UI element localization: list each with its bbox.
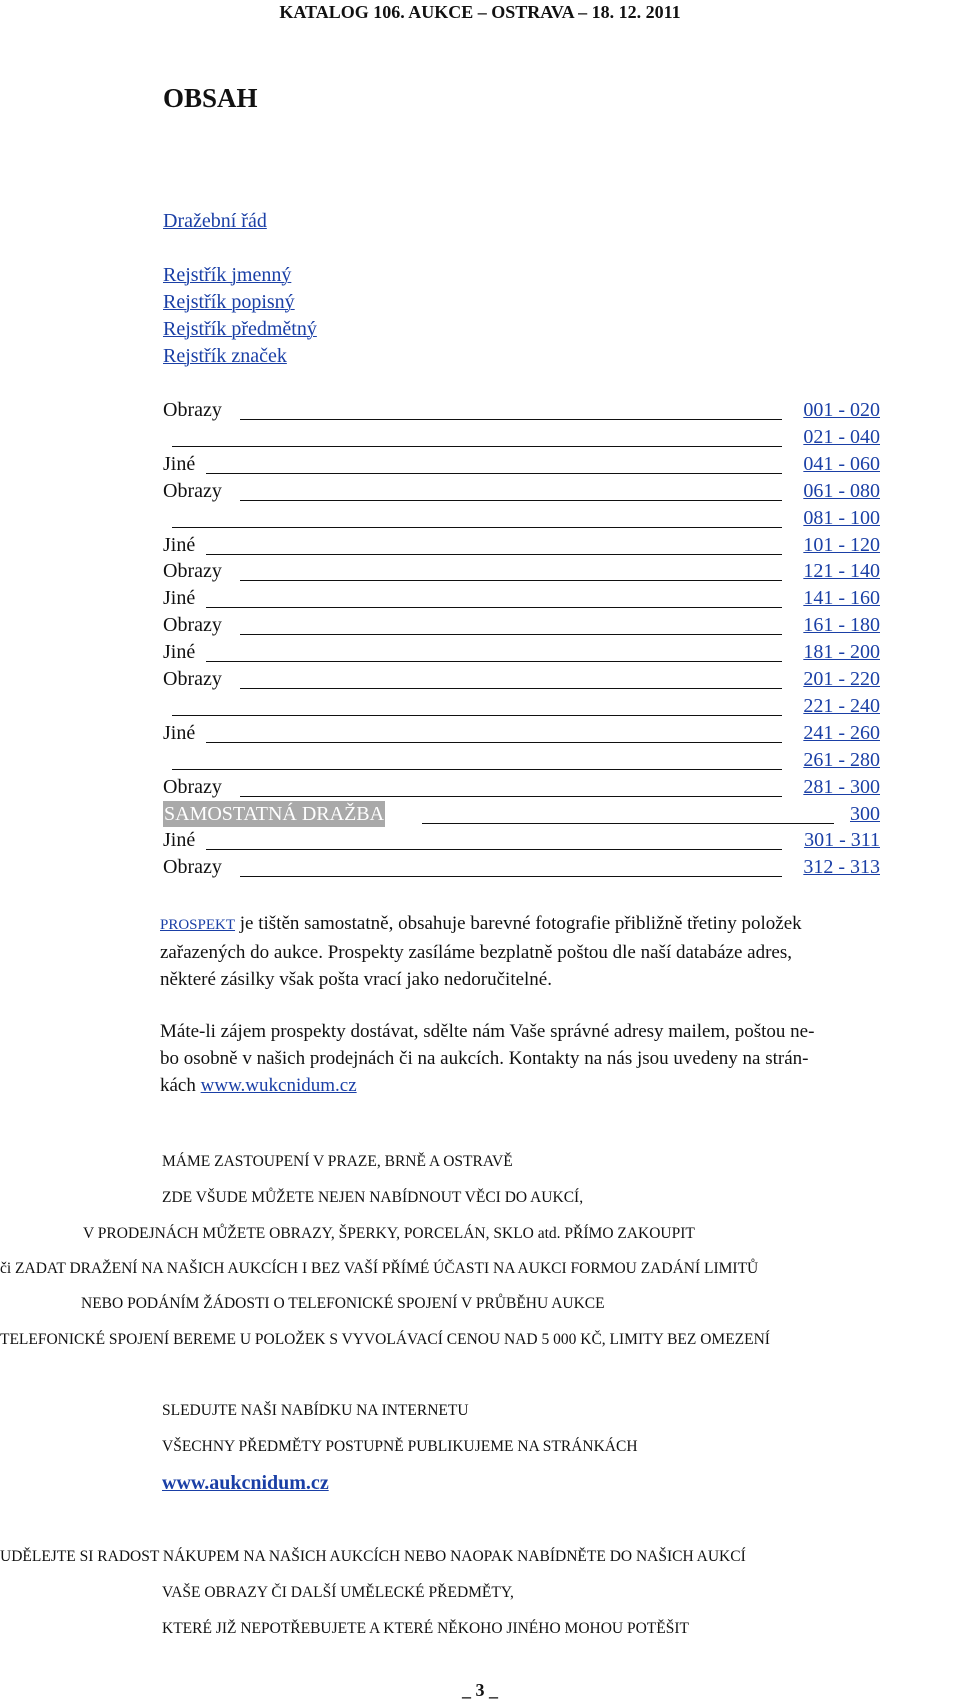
closing-line-2: VAŠE OBRAZY ČI DALŠÍ UMĚLECKÉ PŘEDMĚTY, xyxy=(162,1584,514,1601)
toc-row-range-link[interactable]: 121 - 140 xyxy=(803,560,880,583)
internet-website-link[interactable]: www.aukcnidum.cz xyxy=(162,1472,329,1494)
toc-row-label: Obrazy xyxy=(163,399,222,421)
toc-leader-line xyxy=(172,446,782,447)
toc-leader-line xyxy=(172,527,782,528)
toc-row-range-link[interactable]: 301 - 311 xyxy=(804,829,880,852)
toc-row-label: Jiné xyxy=(163,641,196,664)
toc-leader-line xyxy=(240,876,782,877)
toc-leader-line xyxy=(240,500,782,501)
toc-row-label: Obrazy xyxy=(163,668,222,690)
contact-text-line-2: bo osobně v našich prodejnách či na aukcích. Kontakty na nás jsou uvedeny na strán- xyxy=(160,1048,809,1069)
toc-link-index-names[interactable]: Rejstřík jmenný xyxy=(163,264,292,286)
toc-row-label: Obrazy xyxy=(163,775,222,798)
toc-row-range-link[interactable]: 001 - 020 xyxy=(803,399,880,421)
toc-row-label: Jiné xyxy=(163,829,196,852)
toc-leader-line xyxy=(172,715,782,716)
toc-row-label: Jiné xyxy=(163,452,196,475)
notice-line-3: V PRODEJNÁCH MŮŽETE OBRAZY, ŠPERKY, PORCELÁN, SKLO atd. PŘÍMO ZAKOUPIT xyxy=(83,1225,695,1242)
toc-leader-line xyxy=(206,554,782,555)
toc-row-label: Obrazy xyxy=(163,560,222,583)
toc-row-range-link[interactable]: 081 - 100 xyxy=(803,506,880,529)
toc-row-range-link[interactable]: 161 - 180 xyxy=(803,614,880,637)
closing-line-1: UDĚLEJTE SI RADOST NÁKUPEM NA NAŠICH AUKCÍCH NEBO NAOPAK NABÍDNĚTE DO NAŠICH AUKCÍ xyxy=(0,1548,746,1565)
toc-link-index-marks[interactable]: Rejstřík značek xyxy=(163,345,287,367)
prospekt-text-line-2: zařazených do aukce. Prospekty zasíláme bezplatně poštou dle naší databáze adres, xyxy=(160,942,793,963)
catalog-header: KATALOG 106. AUKCE – OSTRAVA – 18. 12. 2011 xyxy=(279,2,681,22)
toc-leader-line xyxy=(240,634,782,635)
toc-row-label: Jiné xyxy=(163,721,196,744)
toc-leader-line xyxy=(240,419,782,420)
notice-line-4: či ZADAT DRAŽENÍ NA NAŠICH AUKCÍCH I BEZ VAŠÍ PŘÍMÉ ÚČASTI NA AUKCI FORMOU ZADÁNÍ LIMITŮ xyxy=(0,1260,759,1277)
toc-row-range-link[interactable]: 300 xyxy=(850,802,880,825)
notice-line-6: TELEFONICKÉ SPOJENÍ BEREME U POLOŽEK S VYVOLÁVACÍ CENOU NAD 5 000 KČ, LIMITY BEZ OMEZENÍ xyxy=(0,1331,770,1348)
toc-row-range-link[interactable]: 101 - 120 xyxy=(803,533,880,556)
toc-row-range-link[interactable]: 061 - 080 xyxy=(803,479,880,502)
contact-website-link[interactable]: www.wukcnidum.cz xyxy=(200,1075,357,1096)
toc-row-range-link[interactable]: 041 - 060 xyxy=(803,452,880,475)
closing-line-3: KTERÉ JIŽ NEPOTŘEBUJETE A KTERÉ NĚKOHO JINÉHO MOHOU POTĚŠIT xyxy=(162,1620,689,1637)
notice-line-5: NEBO PODÁNÍM ŽÁDOSTI O TELEFONICKÉ SPOJENÍ V PRŮBĚHU AUKCE xyxy=(81,1295,605,1312)
toc-row-range-link[interactable]: 181 - 200 xyxy=(803,641,880,664)
toc-link-index-descriptive[interactable]: Rejstřík popisný xyxy=(163,291,295,313)
toc-leader-line xyxy=(206,473,782,474)
toc-row-range-link[interactable]: 312 - 313 xyxy=(803,856,880,879)
page-title: OBSAH xyxy=(163,83,258,113)
internet-line-2: VŠECHNY PŘEDMĚTY POSTUPNĚ PUBLIKUJEME NA STRÁNKÁCH xyxy=(162,1438,638,1455)
prospekt-text-line-3: některé zásilky však pošta vrací jako nedoručitelné. xyxy=(160,969,552,990)
toc-leader-line xyxy=(206,849,782,850)
toc-row-label: Jiné xyxy=(163,533,196,556)
page-number: _ 3 _ xyxy=(462,1680,498,1700)
toc-row-range-link[interactable]: 201 - 220 xyxy=(803,668,880,690)
notice-line-2: ZDE VŠUDE MŮŽETE NEJEN NABÍDNOUT VĚCI DO AUKCÍ, xyxy=(162,1189,584,1206)
prospekt-text-line-1: je tištěn samostatně, obsahuje barevné fotografie přibližně třetiny položek xyxy=(239,913,802,934)
toc-leader-line xyxy=(206,742,782,743)
contact-paragraph xyxy=(160,1018,960,1099)
contact-text-line-3: kách xyxy=(160,1075,196,1096)
toc-row-label: Jiné xyxy=(163,587,196,610)
prospekt-link[interactable]: PROSPEKT xyxy=(160,917,236,933)
toc-link-auction-rules[interactable]: Dražební řád xyxy=(163,210,267,232)
toc-leader-line xyxy=(240,688,782,689)
toc-row-label: SAMOSTATNÁ DRAŽBA xyxy=(164,802,385,825)
notice-line-1: MÁME ZASTOUPENÍ V PRAZE, BRNĚ A OSTRAVĚ xyxy=(162,1153,513,1170)
toc-row-range-link[interactable]: 241 - 260 xyxy=(803,721,880,744)
contact-text-line-1: Máte-li zájem prospekty dostávat, sdělte nám Vaše správné adresy mailem, poštou ne- xyxy=(160,1021,815,1042)
toc-row-label: Obrazy xyxy=(163,614,222,637)
toc-row-label: Obrazy xyxy=(163,856,222,879)
toc-row-range-link[interactable]: 261 - 280 xyxy=(803,748,880,771)
toc-link-index-subject[interactable]: Rejstřík předmětný xyxy=(163,318,317,340)
toc-leader-line xyxy=(206,661,782,662)
prospekt-paragraph xyxy=(160,910,960,993)
toc-leader-line xyxy=(206,607,782,608)
toc-row-range-link[interactable]: 141 - 160 xyxy=(803,587,880,610)
toc-row-range-link[interactable]: 281 - 300 xyxy=(803,775,880,798)
toc-leader-line xyxy=(240,796,782,797)
toc-row-range-link[interactable]: 221 - 240 xyxy=(803,694,880,717)
toc-leader-line xyxy=(240,580,782,581)
toc-row-label: Obrazy xyxy=(163,479,222,502)
toc-leader-line xyxy=(422,823,834,824)
toc-row-range-link[interactable]: 021 - 040 xyxy=(803,425,880,448)
toc-leader-line xyxy=(172,769,782,770)
internet-line-1: SLEDUJTE NAŠI NABÍDKU NA INTERNETU xyxy=(162,1402,469,1419)
